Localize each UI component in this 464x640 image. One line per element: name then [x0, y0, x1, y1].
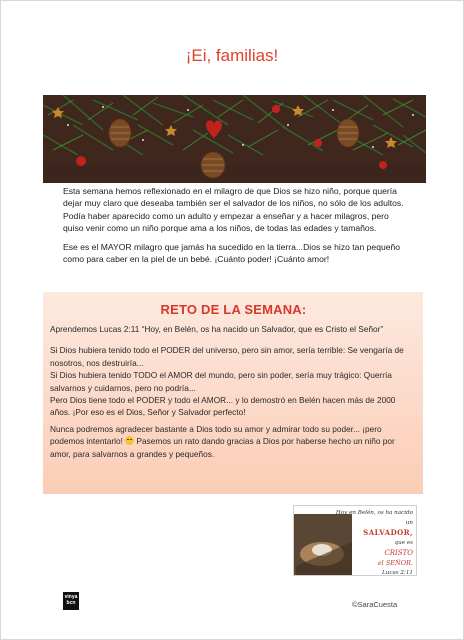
verse-card-image	[294, 506, 416, 575]
intro-paragraph: Esta semana hemos reflexionado en el milagro de que Dios se hizo niño, porque quería dejar muy claro que deseaba también ser el salvador de los niños, no sólo de los adultos. Podía haber aparecido como un adulto y empezar a enseñar y a hacer milagros, pero quiso venir como un niño porque ama a los niños, de todas las edades y tamaños.	[63, 186, 404, 234]
verse-line: Aprendemos Lucas 2:11 “Hoy, en Belén, os ha nacido un Salvador, que es Cristo el Señor”	[50, 324, 384, 334]
weekly-challenge-box	[43, 292, 423, 494]
vinya-bcn-logo: vinya bcn	[63, 592, 79, 610]
challenge-paragraph: Si Dios hubiera tenido TODO el AMOR del mundo, pero sin poder, sería muy trágico: Querría salvarnos y cuidarnos, pero no podría...	[50, 370, 392, 393]
verse-card-line: CRISTO	[384, 549, 413, 557]
verse-card-text	[333, 508, 413, 575]
verse-card-line: SALVADOR,	[363, 528, 413, 537]
copyright-text: ©SaraCuesta	[352, 600, 398, 609]
page-title: ¡Ei, familias!	[185, 46, 279, 65]
verse-card-line: Lucas 2:11	[382, 570, 413, 575]
verse-card-line: el SEÑOR.	[377, 559, 413, 567]
intro-paragraph: Ese es el MAYOR milagro que jamás ha sucedido en la tierra...Dios se hizo tan pequeño como para caber en la piel de un bebé. ¡Cuánto poder! ¡Cuánto amor!	[63, 241, 401, 265]
intro-text	[63, 185, 411, 271]
challenge-text: Nunca podremos agradecer bastante a Dios todo su amor y admirar todo su poder... ¡pero podemos intentarlo!	[50, 423, 382, 447]
challenge-paragraph: Pero Dios tiene todo el PODER y todo el AMOR... y lo demostró en Belén hacen más de 2000 años. ¡Por eso es el Dios, Señor y Salvador perfecto!	[50, 395, 396, 418]
weekly-challenge-title: RETO DE LA SEMANA:	[160, 302, 307, 317]
challenge-paragraph: Si Dios hubiera tenido todo el PODER del universo, pero sin amor, sería terrible: Se vengaría de nosotros, nos destruiría...	[50, 345, 404, 368]
smile-emoji-icon	[125, 436, 134, 445]
verse-card-line: que es	[394, 540, 413, 546]
verse-card-line: Hoy en Belén, os ha nacido un	[335, 510, 413, 526]
challenge-paragraph	[50, 423, 417, 460]
challenge-text: Pasemos un rato dando gracias a Dios por haberse hecho un niño por amor, para salvarnos a grandes y pequeños.	[50, 436, 395, 459]
christmas-banner-image	[43, 95, 426, 183]
